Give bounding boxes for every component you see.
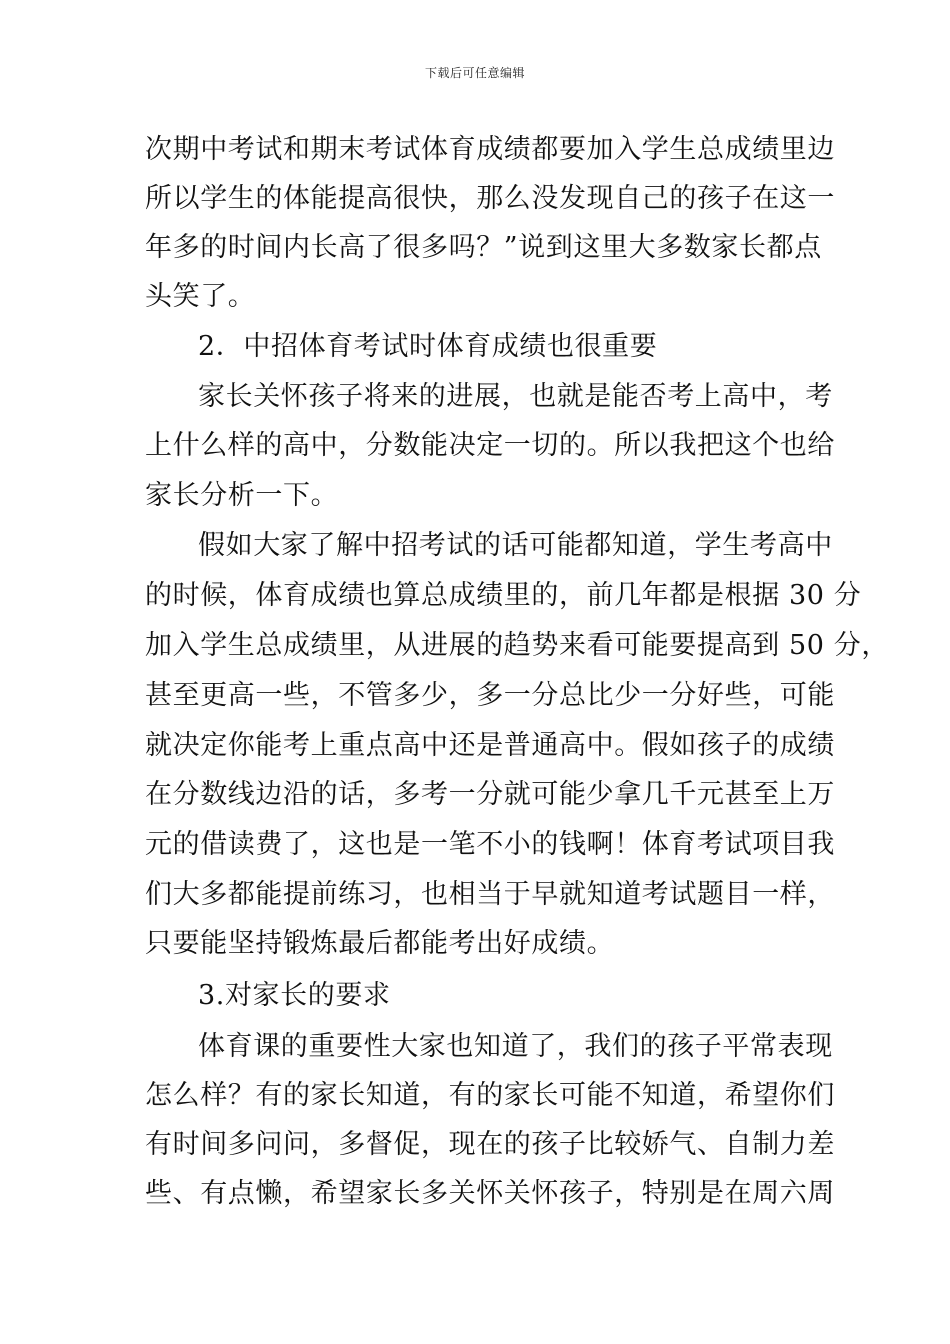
paragraph-line: 家长分析一下。 bbox=[145, 480, 339, 511]
paragraph-line: 上什么样的高中，分数能决定一切的。所以我把这个也给 bbox=[145, 430, 835, 461]
paragraph-line: 假如大家了解中招考试的话可能都知道，学生考高中 bbox=[198, 530, 833, 561]
paragraph-line: 头笑了。 bbox=[145, 281, 256, 312]
paragraph-line: 在分数线边沿的话，多考一分就可能少拿几千元甚至上万 bbox=[145, 779, 835, 810]
paragraph-line: 年多的时间内长高了很多吗？”说到这里大多数家长都点 bbox=[145, 232, 822, 263]
paragraph-line: 元的借读费了，这也是一笔不小的钱啊！体育考试项目我 bbox=[145, 829, 835, 860]
page-header: 下载后可任意编辑 bbox=[424, 66, 525, 80]
paragraph-line: 只要能坚持锻炼最后都能考出好成绩。 bbox=[145, 928, 615, 959]
section-heading: 2．中招体育考试时体育成绩也很重要 bbox=[198, 331, 658, 362]
paragraph-line: 家长关怀孩子将来的进展，也就是能否考上高中，考 bbox=[198, 381, 833, 412]
paragraph-line: 怎么样？有的家长知道，有的家长可能不知道，希望你们 bbox=[145, 1080, 835, 1111]
paragraph-line: 有时间多问问，多督促，现在的孩子比较娇气、自制力差 bbox=[145, 1129, 835, 1160]
paragraph-line: 甚至更高一些，不管多少，多一分总比少一分好些，可能 bbox=[145, 680, 835, 711]
paragraph-line: 们大多都能提前练习，也相当于早就知道考试题目一样， bbox=[145, 879, 835, 910]
paragraph-line: 次期中考试和期末考试体育成绩都要加入学生总成绩里边 bbox=[145, 134, 835, 165]
paragraph-line: 的时候，体育成绩也算总成绩里的，前几年都是根据 30 分 bbox=[145, 580, 862, 611]
paragraph-line: 加入学生总成绩里，从进展的趋势来看可能要提高到 50 分， bbox=[145, 630, 889, 661]
paragraph-line: 所以学生的体能提高很快，那么没发现自己的孩子在这一 bbox=[145, 183, 835, 214]
paragraph-line: 就决定你能考上重点高中还是普通高中。假如孩子的成绩 bbox=[145, 730, 835, 761]
paragraph-line: 体育课的重要性大家也知道了，我们的孩子平常表现 bbox=[198, 1031, 833, 1062]
paragraph-line: 些、有点懒，希望家长多关怀关怀孩子，特别是在周六周 bbox=[145, 1178, 835, 1209]
section-heading: 3.对家长的要求 bbox=[198, 980, 391, 1011]
